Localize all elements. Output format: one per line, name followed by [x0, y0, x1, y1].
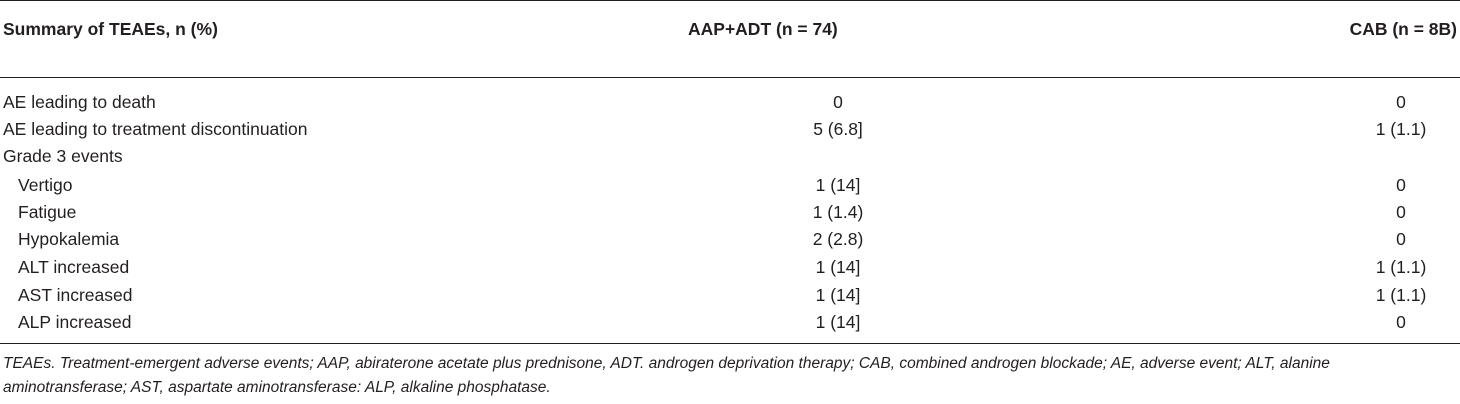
cab-value: 1 (1.1): [1375, 257, 1427, 277]
table-footnote: TEAEs. Treatment-emergent adverse events; AAP, abiraterone acetate plus prednisone, ADT. androgen deprivation therapy; CAB, combined androgen blockade; AE, adverse event; ALT, alanine aminotransferase; AST, aspartate aminotransferase: ALP, alkaline phosphatase.: [3, 355, 1330, 396]
table-bottom-rule: [0, 343, 1460, 344]
cab-value: 0: [1396, 202, 1406, 222]
column-header-aap-adt: AAP+ADT (n = 74): [688, 19, 838, 39]
row-label: AE leading to treatment discontinuation: [3, 119, 308, 139]
table-row: [0, 89, 1460, 116]
aap-adt-value: 1 (14]: [815, 312, 861, 332]
cab-value: 0: [1396, 229, 1406, 249]
column-header-cab: CAB (n = 8B): [1349, 19, 1457, 39]
aap-adt-value: 1 (14]: [815, 175, 861, 195]
aap-adt-value: 0: [833, 92, 843, 112]
table-row: [0, 199, 1460, 226]
table-row: [0, 254, 1460, 281]
table-row: [0, 143, 1460, 170]
header-rule: [0, 77, 1460, 78]
aap-adt-value: 5 (6.8]: [813, 119, 863, 139]
table-top-rule: [0, 0, 1460, 1]
row-label: Grade 3 events: [3, 146, 123, 166]
row-label: AE leading to death: [3, 92, 156, 112]
table-row: [0, 172, 1460, 199]
row-label: ALP increased: [18, 312, 132, 332]
row-label: ALT increased: [18, 257, 130, 277]
row-label: Fatigue: [18, 202, 77, 222]
aap-adt-value: 1 (14]: [815, 285, 861, 305]
table-row: [0, 282, 1460, 309]
table-row: [0, 116, 1460, 143]
cab-value: 1 (1.1): [1375, 285, 1427, 305]
aap-adt-value: 1 (14]: [815, 257, 861, 277]
column-header-summary: Summary of TEAEs, n (%): [3, 19, 218, 39]
table-row: [0, 309, 1460, 336]
aap-adt-value: 1 (1.4): [812, 202, 864, 222]
cab-value: 1 (1.1): [1375, 119, 1427, 139]
cab-value: 0: [1396, 175, 1406, 195]
cab-value: 0: [1396, 312, 1406, 332]
row-label: Hypokalemia: [18, 229, 120, 249]
row-label: AST increased: [18, 285, 133, 305]
aap-adt-value: 2 (2.8): [812, 229, 864, 249]
table-row: [0, 226, 1460, 253]
row-label: Vertigo: [18, 175, 73, 195]
cab-value: 0: [1396, 92, 1406, 112]
